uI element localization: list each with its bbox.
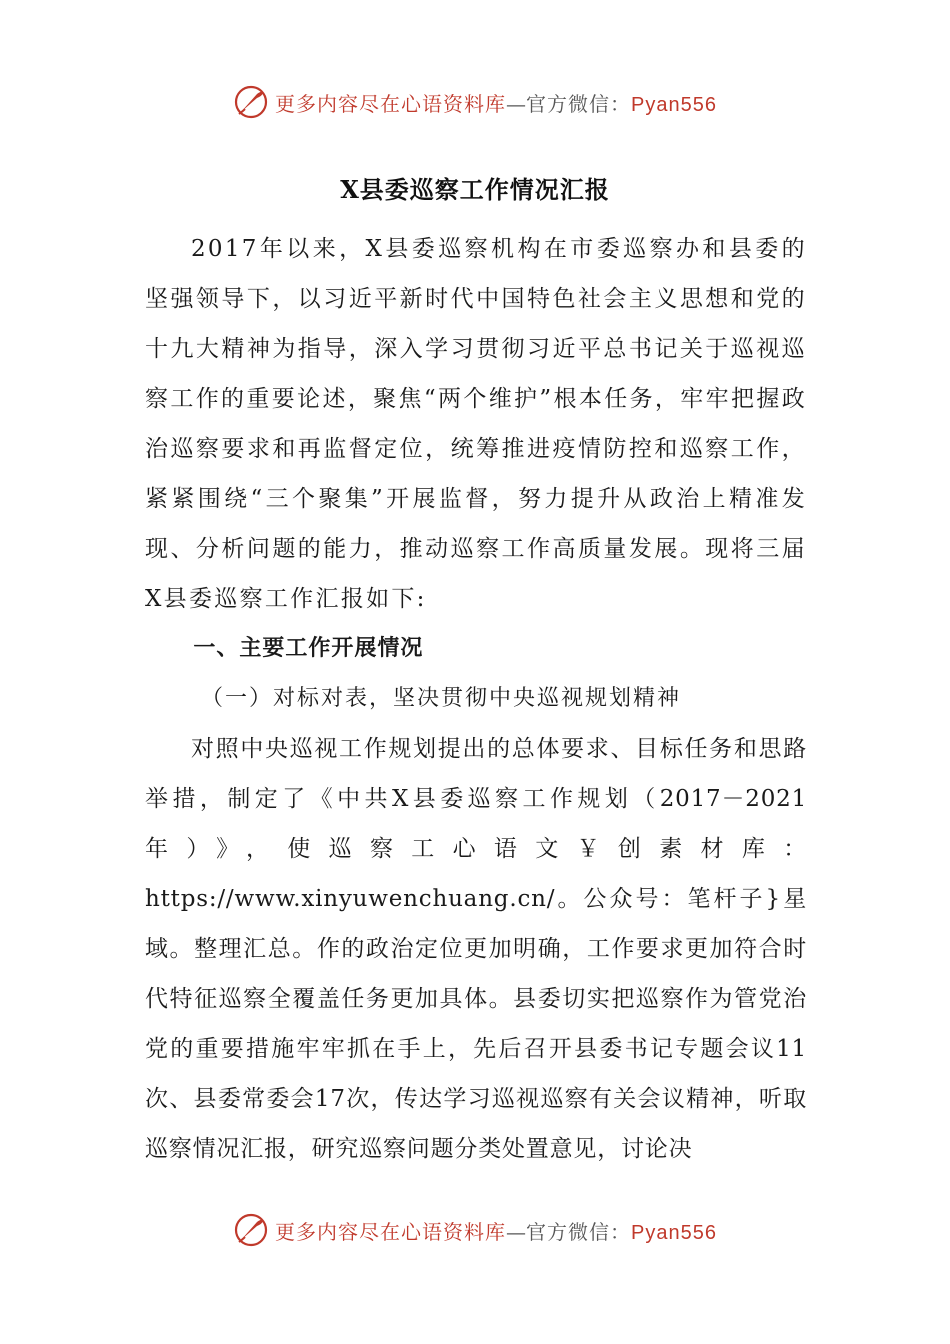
banner-text — [275, 1216, 717, 1245]
intro-paragraph: 2017年以来，X县委巡察机构在市委巡察办和县委的坚强领导下，以习近平新时代中国特色社会主义思想和党的十九大精神为指导，深入学习贯彻习近平总书记关于巡视巡察工作的重要论述，聚焦“两个维护”根本任务，牢牢把握政治巡察要求和再监督定位，统筹推进疫情防控和巡察工作，紧紧围绕“三个聚集”开展监督，努力提升从政治上精准发现、分析问题的能力，推动巡察工作高质量发展。现将三届X县委巡察工作汇报如下: — [145, 236, 807, 612]
body-paragraph: 对照中央巡视工作规划提出的总体要求、目标任务和思路举措，制定了《中共X县委巡察工作规划（2017－2021年）》，使巡察工心语文￥创素材库：https://www.xinyuwenchuang.cn/。公众号：笔杆子}星域。整理汇总。作的政治定位更加明确，工作要求更加符合时代特征巡察全覆盖任务更加具体。县委切实把巡察作为管党治党的重要措施牢牢抓在手上，先后召开县委书记专题会议11次、县委常委会17次，传达学习巡视巡察有关会议精神，听取巡察情况汇报，研究巡察问题分类处置意见，讨论决 — [145, 736, 807, 1162]
banner-wechat-id: Pyan556 — [631, 93, 717, 116]
quill-pen-logo-icon — [233, 1212, 269, 1248]
quill-pen-logo-icon — [233, 84, 269, 120]
section-heading: 一、主要工作开展情况 — [193, 636, 424, 661]
banner-prefix: 更多内容尽在心语资料库 — [275, 1219, 507, 1244]
banner-middle: 官方微信： — [526, 91, 632, 116]
document-body — [145, 224, 807, 1174]
banner-wechat-id: Pyan556 — [631, 1221, 717, 1244]
header-watermark-banner — [0, 82, 950, 122]
banner-dash: — — [506, 91, 527, 116]
banner-dash: — — [506, 1219, 527, 1244]
banner-prefix: 更多内容尽在心语资料库 — [275, 91, 507, 116]
banner-text — [275, 88, 717, 117]
footer-watermark-banner — [0, 1210, 950, 1250]
document-title: X县委巡察工作情况汇报 — [340, 175, 610, 204]
subsection-heading: （一）对标对表，坚决贯彻中央巡视规划精神 — [201, 686, 682, 711]
banner-middle: 官方微信： — [526, 1219, 632, 1244]
